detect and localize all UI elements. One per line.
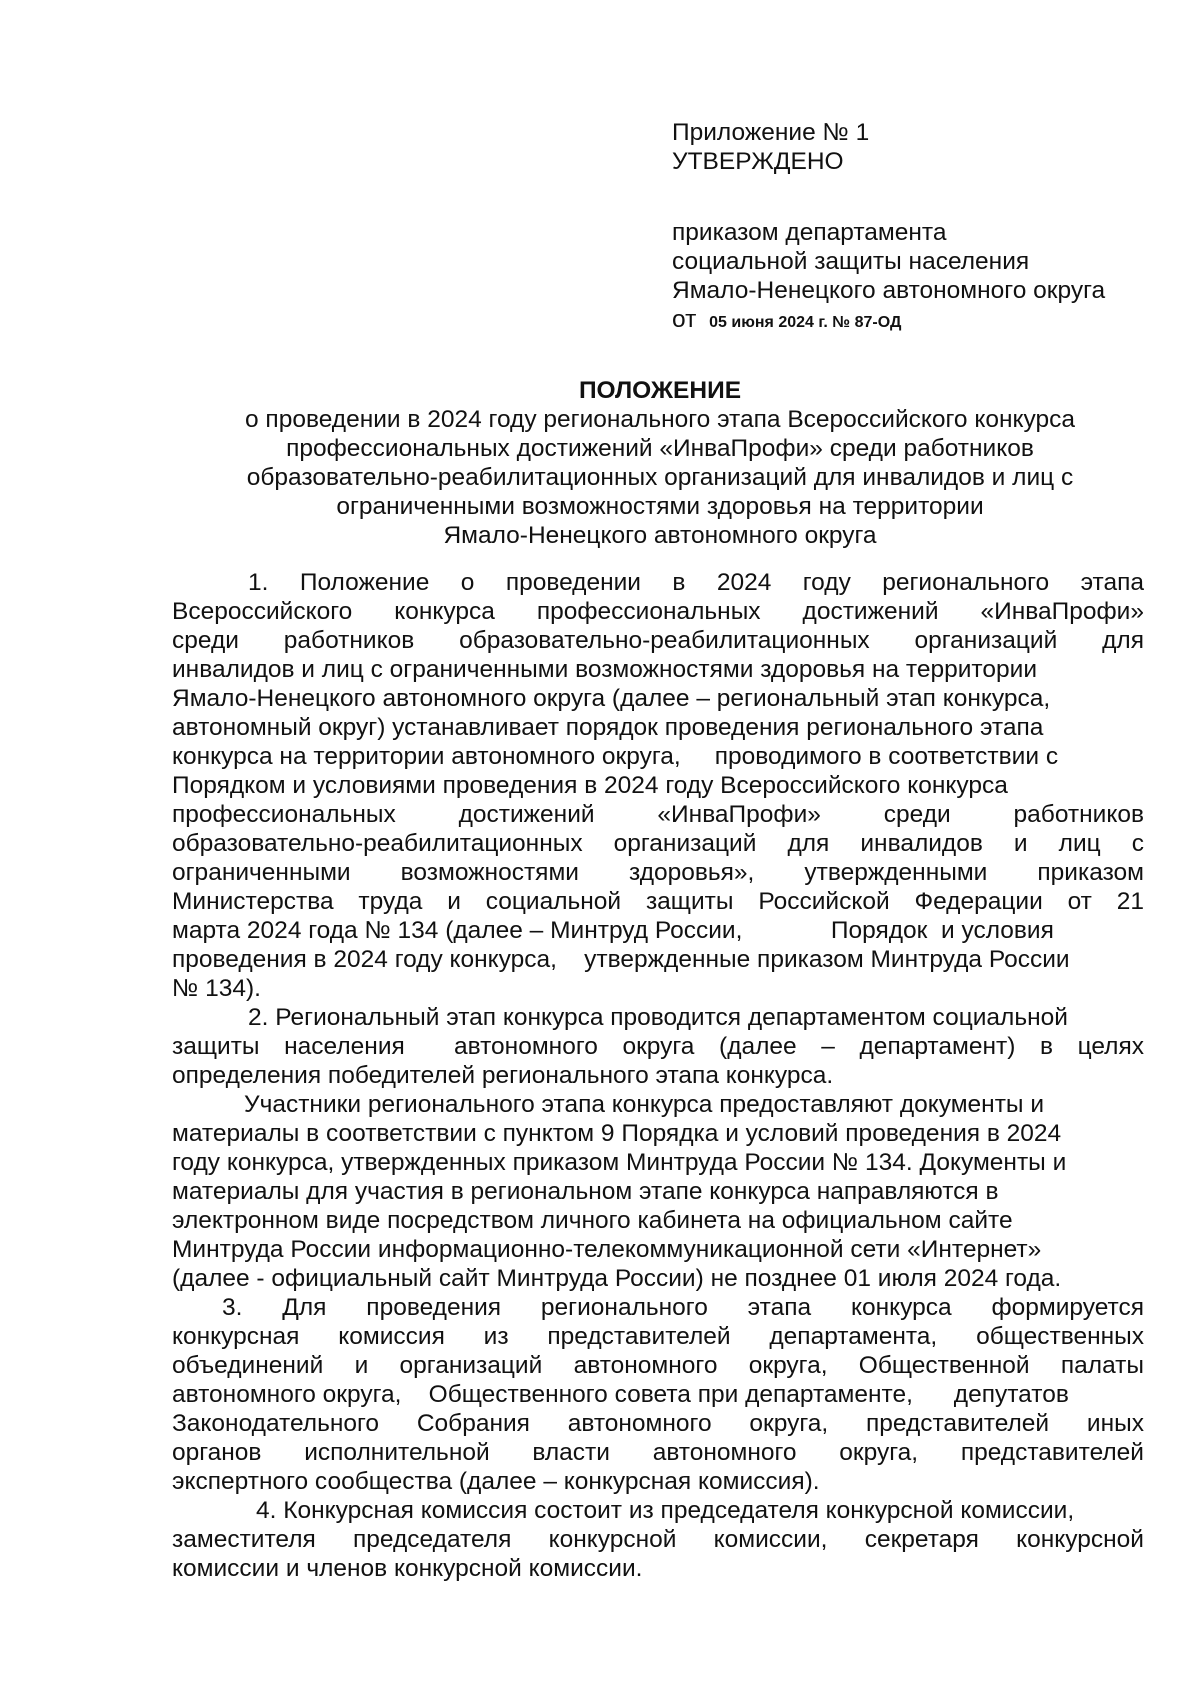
text-line: защиты населения автономного округа (далее – департамент) в целях xyxy=(172,1033,1144,1060)
title-line: профессиональных достижений «ИнваПрофи» среди работников xyxy=(286,435,1034,462)
title-line: образовательно-реабилитационных организаций для инвалидов и лиц с xyxy=(246,464,1074,491)
text-line: материалы для участия в региональном этапе конкурса направляются в xyxy=(172,1178,999,1205)
paragraph-3 xyxy=(172,1293,1144,1496)
text-line: среди работников образовательно-реабилитационных организаций для xyxy=(172,627,1144,654)
title-line: Ямало-Ненецкого автономного округа xyxy=(443,522,877,549)
text-line: году конкурса, утвержденных приказом Минтруда России № 134. Документы и xyxy=(172,1149,1067,1176)
paragraph-2-continued xyxy=(172,1090,1144,1293)
text-line: Министерства труда и социальной защиты Российской Федерации от 21 xyxy=(172,888,1144,915)
text-line: материалы в соответствии с пунктом 9 Порядка и условий проведения в 2024 xyxy=(172,1120,1062,1147)
text-line: марта 2024 года № 134 (далее – Минтруд России, Порядок и условия xyxy=(172,917,1054,944)
text-line: объединений и организаций автономного округа, Общественной палаты xyxy=(172,1352,1144,1379)
text-line: проведения в 2024 году конкурса, утвержденные приказом Минтруда России xyxy=(172,946,1070,973)
text-line: профессиональных достижений «ИнваПрофи» среди работников xyxy=(172,801,1144,828)
text-line: ограниченными возможностями здоровья», утвержденными приказом xyxy=(172,859,1144,886)
text-line: 2. Региональный этап конкурса проводится департаментом социальной xyxy=(248,1004,1068,1031)
text-line: (далее - официальный сайт Минтруда России) не позднее 01 июля 2024 года. xyxy=(172,1265,1062,1292)
approval-header xyxy=(672,118,1192,337)
paragraph-4 xyxy=(172,1496,1144,1583)
text-line: 3. Для проведения регионального этапа конкурса формируется xyxy=(222,1294,1144,1321)
text-line: 1. Положение о проведении в 2024 году регионального этапа xyxy=(248,569,1144,596)
text-line: конкурсная комиссия из представителей департамента, общественных xyxy=(172,1323,1144,1350)
text-line: автономного округа, Общественного совета при департаменте, депутатов xyxy=(172,1381,1069,1408)
document-title xyxy=(160,376,1160,550)
text-line: инвалидов и лиц с ограниченными возможностями здоровья на территории xyxy=(172,656,1038,683)
text-line: Участники регионального этапа конкурса предоставляют документы и xyxy=(244,1091,1045,1118)
order-line: приказом департамента xyxy=(672,219,947,246)
title-heading: ПОЛОЖЕНИЕ xyxy=(578,377,742,404)
date-value: 05 июня 2024 г. № 87-ОД xyxy=(709,314,902,331)
text-line: № 134). xyxy=(172,975,261,1002)
title-line: о проведении в 2024 году регионального этапа Всероссийского конкурса xyxy=(245,406,1075,433)
text-line: 4. Конкурсная комиссия состоит из председателя конкурсной комиссии, xyxy=(256,1497,1075,1524)
text-line: электронном виде посредством личного кабинета на официальном сайте xyxy=(172,1207,1013,1234)
order-date xyxy=(672,305,1192,337)
order-line: Ямало-Ненецкого автономного округа xyxy=(672,277,1106,304)
text-line: заместителя председателя конкурсной комиссии, секретаря конкурсной xyxy=(172,1526,1144,1553)
text-line: Минтруда России информационно-телекоммуникационной сети «Интернет» xyxy=(172,1236,1042,1263)
paragraph-1 xyxy=(172,568,1144,1003)
text-line: определения победителей регионального этапа конкурса. xyxy=(172,1062,834,1089)
approved-label: УТВЕРЖДЕНО xyxy=(672,148,844,175)
order-line: социальной защиты населения xyxy=(672,248,1030,275)
text-line: Законодательного Собрания автономного округа, представителей иных xyxy=(172,1410,1144,1437)
text-line: органов исполнительной власти автономного округа, представителей xyxy=(172,1439,1144,1466)
date-prefix: от xyxy=(672,306,697,333)
text-line: Всероссийского конкурса профессиональных достижений «ИнваПрофи» xyxy=(172,598,1144,625)
paragraph-2 xyxy=(172,1003,1144,1090)
text-line: экспертного сообщества (далее – конкурсная комиссия). xyxy=(172,1468,820,1495)
text-line: автономный округ) устанавливает порядок проведения регионального этапа xyxy=(172,714,1044,741)
appendix-label: Приложение № 1 xyxy=(672,119,870,146)
text-line: конкурса на территории автономного округа, проводимого в соответствии с xyxy=(172,743,1059,770)
document-body xyxy=(172,568,1144,1583)
text-line: образовательно-реабилитационных организаций для инвалидов и лиц с xyxy=(172,830,1144,857)
text-line: Порядком и условиями проведения в 2024 году Всероссийского конкурса xyxy=(172,772,1008,799)
text-line: комиссии и членов конкурсной комиссии. xyxy=(172,1555,643,1582)
title-line: ограниченными возможностями здоровья на территории xyxy=(336,493,984,520)
text-line: Ямало-Ненецкого автономного округа (далее – региональный этап конкурса, xyxy=(172,685,1051,712)
